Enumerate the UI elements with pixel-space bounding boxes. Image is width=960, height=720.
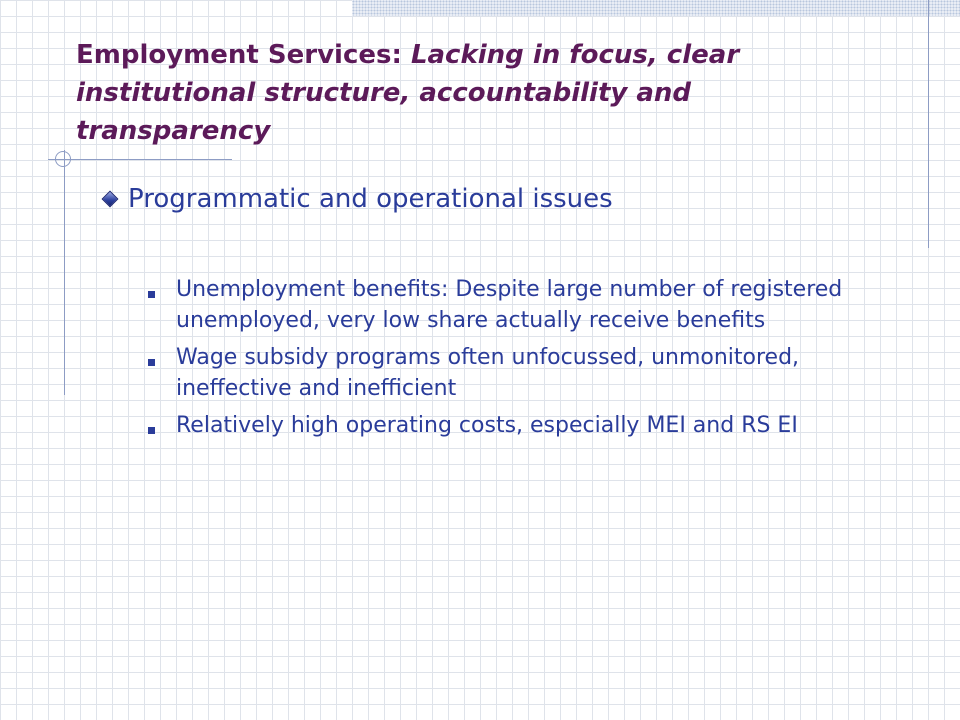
decorative-top-band <box>352 0 960 16</box>
sub-bullet-item <box>148 410 908 441</box>
slide-title-bold: Employment Services: <box>76 40 402 70</box>
main-bullet-text: Programmatic and operational issues <box>128 184 613 214</box>
sub-bullet-text: Relatively high operating costs, especially MEI and RS EI <box>176 413 798 438</box>
sub-bullet-list <box>148 274 908 447</box>
sub-bullet-text: Wage subsidy programs often unfocussed, unmonitored, ineffective and inefficient <box>176 345 800 401</box>
slide-title <box>76 36 836 150</box>
square-bullet-icon <box>148 291 155 298</box>
decorative-horizontal-line <box>48 159 232 160</box>
sub-bullet-text: Unemployment benefits: Despite large number of registered unemployed, very low share actually receive benefits <box>176 277 843 333</box>
square-bullet-icon <box>148 359 155 366</box>
sub-bullet-item <box>148 274 908 336</box>
main-bullet <box>100 184 613 214</box>
decorative-circle-icon <box>55 151 71 167</box>
decorative-vertical-line-right <box>928 0 929 248</box>
decorative-vertical-line-left <box>64 150 65 395</box>
sub-bullet-item <box>148 342 908 404</box>
diamond-bullet-icon <box>102 191 119 208</box>
slide-title-italic: Lacking in focus, clear institutional structure, accountability and transparency <box>76 40 740 146</box>
square-bullet-icon <box>148 427 155 434</box>
